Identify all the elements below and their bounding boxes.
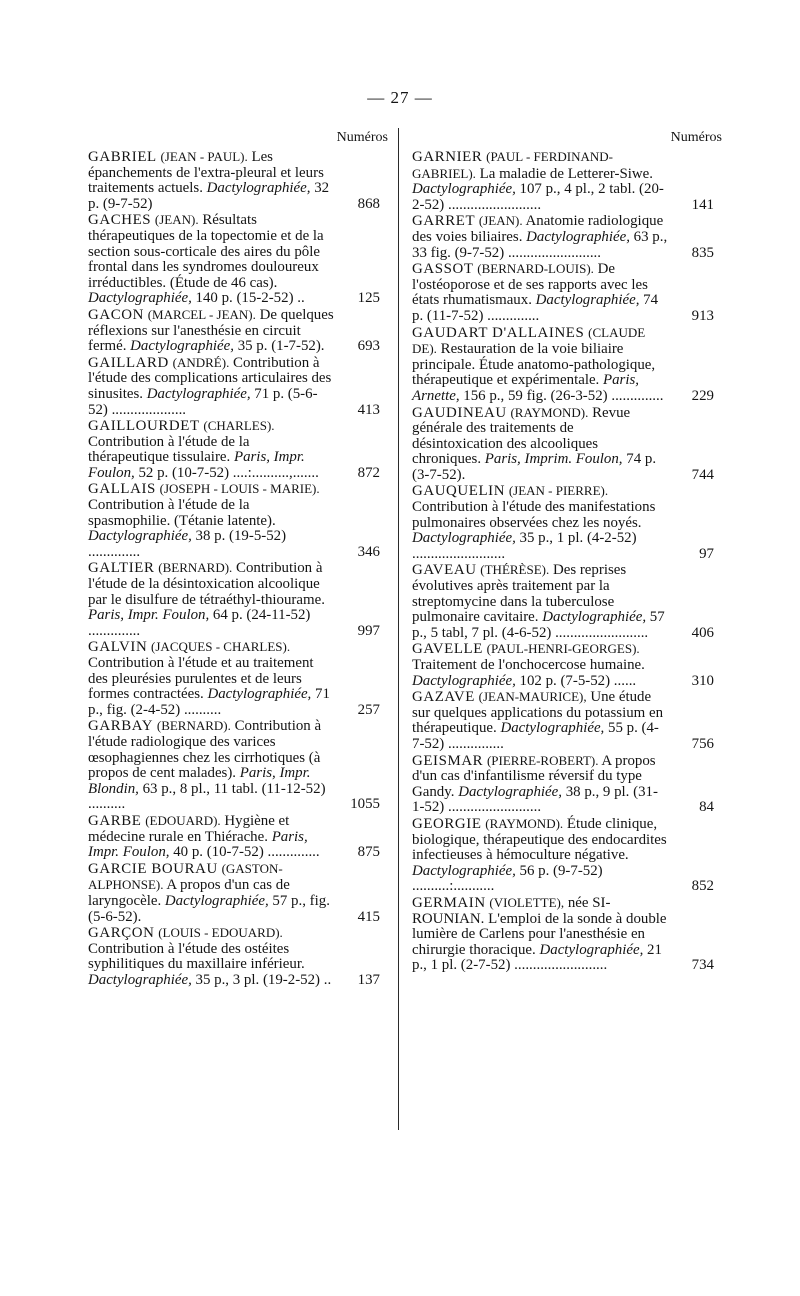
publisher: Dactylographiée, — [88, 971, 192, 988]
entry-text — [88, 861, 334, 925]
entry-number: 734 — [691, 957, 714, 974]
thesis-entry — [412, 641, 714, 689]
pagination-date: 63 p., 8 pl., 11 tabl. (11-12-52) .......... — [88, 780, 326, 813]
author-first-names: (CLAUDE DE). — [412, 324, 646, 357]
thesis-entry — [88, 813, 380, 861]
thesis-entry — [412, 325, 714, 405]
publisher: Dactylographiée, — [88, 528, 192, 545]
thesis-title: La maladie de Letterer-Siwe. — [475, 165, 653, 182]
author-first-names: (JEAN - PIERRE). — [508, 483, 609, 499]
publisher: Paris, Arnette, — [412, 372, 640, 404]
author-first-names: (JEAN-MAURICE), — [478, 689, 587, 705]
author-first-names: (PAUL-HENRI-GEORGES). — [486, 641, 640, 657]
author-first-names: (JOSEPH - LOUIS - MARIE). — [159, 481, 320, 497]
author-surname: GAVEAU — [412, 562, 477, 579]
thesis-title: Les épanchements de l'extra-pleural et leurs traitements actuels. — [88, 149, 324, 197]
author-surname: GARRET — [412, 213, 476, 230]
entry-text — [412, 483, 668, 562]
entry-list — [412, 149, 714, 974]
entry-text — [88, 355, 334, 418]
entry-number: 875 — [357, 844, 380, 861]
publisher: Dactylographiée, — [412, 862, 516, 879]
entry-text — [412, 753, 668, 816]
author-surname: GASSOT — [412, 261, 474, 278]
pagination-date: 140 p. (15-2-52) .. — [191, 290, 305, 307]
pagination-date: 71 p., fig. (2-4-52) .......... — [88, 686, 330, 718]
publisher: Dactylographiée, — [500, 720, 605, 737]
thesis-entry — [412, 895, 714, 974]
publisher: Dactylographiée, — [206, 180, 311, 197]
author-surname: GALLAIS — [88, 481, 156, 498]
pagination-date: 71 p. (5-6-52) .................... — [88, 385, 318, 418]
thesis-title: A propos d'un cas de laryngocèle. — [88, 877, 290, 909]
pagination-date: 57 p., fig. (5-6-52). — [88, 892, 330, 925]
entry-text — [88, 481, 334, 560]
author-surname: GALVIN — [88, 639, 148, 656]
entry-text — [412, 641, 668, 689]
author-first-names: (BERNARD-LOUIS). — [477, 261, 594, 277]
pagination-date: 40 p. (10-7-52) .............. — [169, 844, 320, 861]
author-first-names: (PIERRE-ROBERT). — [486, 752, 599, 768]
pagination-date: 38 p., 9 pl. (31-1-52) ......................... — [412, 783, 658, 816]
author-first-names: (VIOLETTE), — [489, 894, 565, 910]
right-column — [412, 130, 722, 974]
publisher: Paris, Impr. Foulon, — [88, 607, 210, 624]
author-surname: GACON — [88, 306, 144, 323]
entry-number: 125 — [357, 290, 380, 307]
entry-text — [412, 325, 668, 405]
pagination-date: 156 p., 59 fig. (26-3-52) .............. — [459, 387, 664, 404]
thesis-entry — [88, 861, 380, 925]
entry-text — [412, 213, 668, 261]
pagination-date: 107 p., 4 pl., 2 tabl. (20-2-52) ......................... — [412, 181, 664, 213]
thesis-entry — [412, 405, 714, 484]
author-surname: GARNIER — [412, 149, 483, 165]
pagination-date: 38 p. (19-5-52) .............. — [88, 528, 287, 560]
entry-text — [88, 718, 334, 813]
entry-text — [412, 816, 668, 895]
author-first-names: (JEAN). — [478, 213, 523, 229]
publisher: Dactylographiée, — [535, 292, 640, 309]
publisher: Dactylographiée, — [412, 672, 516, 689]
thesis-title: Contribution à l'étude de la thérapeutique tissulaire. — [88, 433, 250, 466]
author-first-names: (JEAN - PAUL). — [160, 149, 248, 164]
thesis-title: Étude clinique, biologique, thérapeutique des endocardites infectieuses à hémoculture négative. — [412, 815, 667, 864]
publisher: Dactylographiée, — [412, 181, 516, 198]
pagination-date: 56 p. (9-7-52) ..........:........... — [412, 862, 603, 895]
left-column — [88, 130, 388, 988]
author-surname: GAUDART D'ALLAINES — [412, 324, 585, 341]
author-first-names: (ANDRÉ). — [172, 354, 230, 370]
thesis-title: Contribution à l'étude des manifestations pulmonaires observées chez les noyés. — [412, 499, 656, 531]
thesis-title: De l'ostéoporose et de ses rapports avec les états rhumatismaux. — [412, 261, 648, 309]
thesis-title: Contribution à l'étude de la spasmophilie. (Tétanie latente). — [88, 497, 276, 529]
author-first-names: (JACQUES - CHARLES). — [151, 639, 291, 655]
entry-text — [88, 925, 334, 988]
publisher: Dactylographiée, — [130, 338, 234, 355]
thesis-entry — [88, 639, 380, 718]
entry-text — [412, 562, 668, 641]
thesis-title: Hygiène et médecine rurale en Thiérache. — [88, 812, 290, 845]
thesis-entry — [88, 418, 380, 481]
publisher: Paris, Imprim. Foulon, — [484, 451, 623, 468]
pagination-date: 64 p. (24-11-52) .............. — [88, 607, 311, 639]
publisher: Dactylographiée, — [458, 783, 562, 800]
thesis-title: Contribution à l'étude et au traitement des pleurésies purulentes et de leurs formes contractées. — [88, 655, 314, 703]
publisher: Dactylographiée, — [207, 686, 312, 703]
publisher: Dactylographiée, — [88, 290, 192, 307]
entry-text — [88, 307, 334, 355]
author-first-names: (BERNARD). — [156, 718, 231, 734]
pagination-date: 102 p. (7-5-52) ...... — [515, 672, 637, 689]
thesis-title: Contribution à l'étude radiologique des varices œsophagiennes chez les cirrhotiques (à propos de cent malades). — [88, 718, 322, 782]
entry-text — [412, 405, 668, 484]
author-surname: GERMAIN — [412, 894, 486, 911]
entry-number: 415 — [357, 908, 380, 925]
publisher: Dactylographiée, — [164, 892, 269, 909]
author-first-names: (CHARLES). — [203, 418, 275, 434]
entry-text — [412, 149, 668, 213]
entry-number: 913 — [691, 307, 714, 324]
thesis-entry — [412, 261, 714, 324]
entry-text — [412, 261, 668, 324]
pagination-date: 21 p., 1 pl. (2-7-52) ......................... — [412, 941, 662, 974]
pagination-date: 32 p. (9-7-52) — [88, 180, 330, 212]
entry-number: 346 — [357, 543, 380, 560]
author-surname: GALTIER — [88, 560, 155, 577]
publisher: Paris, Impr. Blondin, — [88, 765, 311, 797]
entry-text — [88, 560, 334, 639]
publisher: Paris, Impr. Foulon, — [88, 449, 305, 481]
thesis-title: Contribution à l'étude de la désintoxication alcoolique par le disulfure de tétraéthyl-thiourame. — [88, 560, 325, 608]
thesis-entry — [88, 560, 380, 639]
entry-text — [412, 895, 668, 974]
thesis-title: A propos d'un cas d'infantilisme réversif du type Gandy. — [412, 752, 656, 800]
entry-text — [88, 212, 334, 307]
author-surname: GAILLARD — [88, 354, 169, 371]
thesis-entry — [88, 355, 380, 418]
entry-number: 868 — [357, 195, 380, 212]
thesis-entry — [88, 307, 380, 355]
pagination-date: 74 p. (11-7-52) .............. — [412, 292, 659, 324]
thesis-title: Restauration de la voie biliaire principale. Étude anatomo-pathologique, thérapeutique et expérimentale. — [412, 341, 656, 389]
author-surname: GAUDINEAU — [412, 404, 507, 421]
thesis-entry — [88, 481, 380, 560]
pagination-date: 35 p. (1-7-52). — [233, 338, 325, 355]
entry-number: 406 — [691, 624, 714, 641]
thesis-title: Anatomie radiologique des voies biliaires. — [412, 213, 664, 245]
pagination-date: 35 p., 1 pl. (4-2-52) ......................... — [412, 530, 637, 562]
thesis-entry — [88, 718, 380, 813]
entry-text — [88, 813, 334, 861]
thesis-entry — [88, 925, 380, 988]
entry-number: 413 — [357, 401, 380, 418]
entry-number: 97 — [699, 545, 714, 562]
entry-number: 852 — [691, 878, 714, 895]
publisher: Dactylographiée, — [539, 941, 644, 958]
entry-number: 997 — [357, 622, 380, 639]
entry-text — [88, 639, 334, 718]
thesis-title: Résultats thérapeutiques de la topectomie et de la section sous-corticale des aires du pôle frontal dans les syndromes douloureux irréductibles. (Étude de 46 cas). — [88, 212, 324, 291]
pagination-date: 74 p. (3-7-52). — [412, 451, 657, 483]
author-first-names: (RAYMOND). — [510, 404, 589, 420]
author-surname: GAVELLE — [412, 641, 483, 658]
thesis-title: née SI-ROUNIAN. L'emploi de la sonde à double lumière de Carlens pour l'anesthésie en chirurgie thoracique. — [412, 894, 667, 958]
thesis-title: Traitement de l'onchocercose humaine. — [412, 657, 645, 673]
entry-number: 1055 — [350, 796, 380, 813]
author-first-names: (JEAN). — [154, 212, 199, 228]
thesis-entry — [412, 149, 714, 213]
pagination-date: 57 p., 5 tabl, 7 pl. (4-6-52) ......................... — [412, 609, 665, 641]
entry-text — [412, 689, 668, 752]
thesis-title: De quelques réflexions sur l'anesthésie en circuit fermé. — [88, 306, 334, 355]
column-header-numeros: Numéros — [670, 130, 722, 145]
entry-number: 310 — [691, 672, 714, 689]
entry-number: 744 — [691, 466, 714, 483]
publisher: Dactylographiée, — [412, 530, 516, 547]
entry-number: 141 — [691, 196, 714, 213]
page-number: — 27 — — [367, 88, 433, 107]
pagination-date: 55 p. (4-7-52) ............... — [412, 720, 659, 752]
author-surname: GEISMAR — [412, 752, 484, 769]
entry-number: 84 — [699, 799, 714, 816]
entry-number: 137 — [357, 971, 380, 988]
author-first-names: (THÉRÈSE). — [480, 562, 550, 578]
author-first-names: (MARCEL - JEAN). — [147, 306, 256, 322]
thesis-entry — [412, 753, 714, 816]
thesis-entry — [412, 689, 714, 752]
thesis-title: Des reprises évolutives après traitement par la streptomycine dans la tuberculose pulmonaire cavitaire. — [412, 562, 627, 626]
entry-list — [88, 149, 380, 988]
author-first-names: (EDOUARD). — [145, 812, 221, 828]
author-surname: GARBE — [88, 812, 142, 829]
thesis-title: Revue générale des traitements de désintoxication des alcooliques chroniques. — [412, 404, 631, 468]
author-first-names: (LOUIS - EDOUARD). — [158, 925, 283, 941]
entry-number: 756 — [691, 735, 714, 752]
author-surname: GACHES — [88, 212, 152, 229]
column-header-numeros: Numéros — [336, 130, 388, 145]
thesis-entry — [412, 213, 714, 261]
publisher: Dactylographiée, — [542, 609, 647, 626]
author-surname: GABRIEL — [88, 149, 157, 165]
thesis-title: Contribution à l'étude des complications articulaires des sinusites. — [88, 354, 332, 402]
entry-number: 693 — [357, 338, 380, 355]
pagination-date: 52 p. (10-7-52) ....:..........,....... — [134, 464, 319, 481]
author-surname: GARCIE BOURAU — [88, 860, 218, 877]
author-first-names: (PAUL - FERDINAND-GABRIEL). — [412, 149, 613, 181]
entry-text — [88, 149, 334, 212]
author-surname: GARÇON — [88, 925, 155, 942]
author-surname: GARBAY — [88, 718, 154, 735]
thesis-entry — [412, 816, 714, 895]
publisher: Paris, Impr. Foulon, — [88, 828, 308, 861]
author-first-names: (RAYMOND). — [485, 815, 564, 831]
entry-number: 257 — [357, 701, 380, 718]
entry-number: 872 — [357, 464, 380, 481]
author-surname: GEORGIE — [412, 815, 482, 832]
pagination-date: 35 p., 3 pl. (19-2-52) .. — [191, 971, 332, 988]
author-surname: GAZAVE — [412, 689, 475, 706]
author-first-names: (GASTON-ALPHONSE). — [88, 860, 283, 893]
column-divider — [398, 128, 399, 1130]
thesis-entry — [88, 149, 380, 212]
publisher: Dactylographiée, — [526, 228, 630, 245]
thesis-title: Contribution à l'étude des ostéites syphilitiques du maxillaire inférieur. — [88, 940, 305, 973]
author-first-names: (BERNARD). — [158, 560, 233, 576]
thesis-title: Une étude sur quelques applications du potassium en thérapeutique. — [412, 689, 664, 737]
author-surname: GAILLOURDET — [88, 418, 200, 435]
entry-number: 229 — [691, 387, 714, 404]
publisher: Dactylographiée, — [146, 385, 251, 402]
author-surname: GAUQUELIN — [412, 483, 506, 500]
entry-text — [88, 418, 334, 481]
thesis-entry — [412, 483, 714, 562]
entry-number: 835 — [691, 244, 714, 261]
thesis-entry — [88, 212, 380, 307]
pagination-date: 63 p., 33 fig. (9-7-52) ......................... — [412, 228, 668, 261]
thesis-entry — [412, 562, 714, 641]
